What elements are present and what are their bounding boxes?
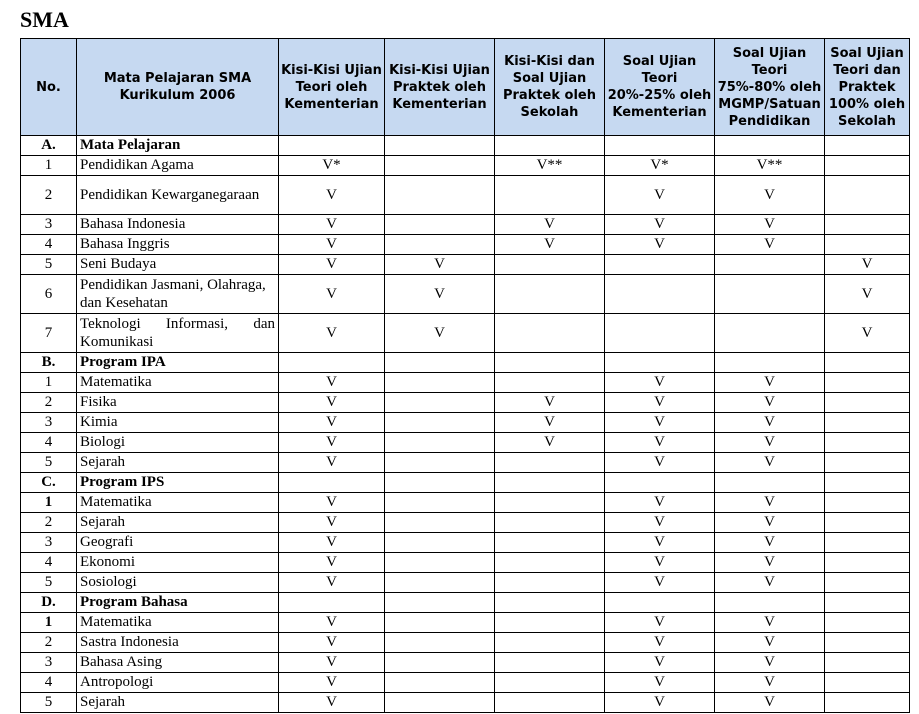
mark-kisi-teori-kementerian: V bbox=[279, 573, 385, 593]
mark-kisi-praktek-kementerian bbox=[385, 433, 495, 453]
mark-kisi-praktek-sekolah bbox=[495, 453, 605, 473]
curriculum-table bbox=[20, 38, 910, 713]
mark-kisi-praktek-kementerian bbox=[385, 413, 495, 433]
subject-name: Sosiologi bbox=[77, 573, 279, 593]
section-row bbox=[21, 353, 910, 373]
table-row bbox=[21, 393, 910, 413]
mark-kisi-praktek-sekolah bbox=[495, 255, 605, 275]
subject-name: Pendidikan Kewarganegaraan bbox=[77, 176, 279, 215]
section-letter: C. bbox=[21, 473, 77, 493]
table-row bbox=[21, 176, 910, 215]
row-number: 2 bbox=[21, 176, 77, 215]
subject-name: Geografi bbox=[77, 533, 279, 553]
mark-kisi-praktek-sekolah bbox=[495, 573, 605, 593]
section-row bbox=[21, 593, 910, 613]
empty-cell bbox=[825, 353, 910, 373]
row-number: 5 bbox=[21, 573, 77, 593]
mark-kisi-praktek-kementerian bbox=[385, 176, 495, 215]
mark-soal-teori-mgmp: V bbox=[715, 453, 825, 473]
mark-soal-teori-mgmp: V bbox=[715, 176, 825, 215]
mark-soal-sekolah bbox=[825, 573, 910, 593]
mark-kisi-praktek-kementerian bbox=[385, 235, 495, 255]
table-row bbox=[21, 613, 910, 633]
empty-cell bbox=[825, 593, 910, 613]
empty-cell bbox=[715, 473, 825, 493]
row-number: 3 bbox=[21, 413, 77, 433]
mark-kisi-praktek-sekolah bbox=[495, 553, 605, 573]
mark-soal-sekolah bbox=[825, 453, 910, 473]
subject-name: Bahasa Inggris bbox=[77, 235, 279, 255]
header-no: No. bbox=[21, 39, 77, 136]
mark-soal-teori-kementerian: V bbox=[605, 513, 715, 533]
mark-soal-sekolah bbox=[825, 176, 910, 215]
row-number: 4 bbox=[21, 673, 77, 693]
header-kisi-praktek-sekolah: Kisi-Kisi dan Soal Ujian Praktek oleh Sekolah bbox=[495, 39, 605, 136]
section-row bbox=[21, 473, 910, 493]
mark-soal-teori-kementerian: V bbox=[605, 493, 715, 513]
empty-cell bbox=[495, 353, 605, 373]
mark-kisi-teori-kementerian: V bbox=[279, 275, 385, 314]
row-number: 1 bbox=[21, 613, 77, 633]
row-number: 3 bbox=[21, 653, 77, 673]
mark-soal-teori-mgmp: V** bbox=[715, 156, 825, 176]
header-soal-teori-kementerian: Soal Ujian Teori 20%-25% oleh Kementerian bbox=[605, 39, 715, 136]
table-row bbox=[21, 533, 910, 553]
mark-soal-teori-kementerian: V bbox=[605, 453, 715, 473]
row-number: 5 bbox=[21, 453, 77, 473]
mark-soal-sekolah bbox=[825, 373, 910, 393]
subject-name: Bahasa Asing bbox=[77, 653, 279, 673]
mark-kisi-praktek-kementerian: V bbox=[385, 275, 495, 314]
mark-soal-teori-kementerian: V bbox=[605, 413, 715, 433]
header-soal-teori-mgmp: Soal Ujian Teori 75%-80% oleh MGMP/Satuan Pendidikan bbox=[715, 39, 825, 136]
mark-soal-teori-mgmp: V bbox=[715, 533, 825, 553]
table-row bbox=[21, 156, 910, 176]
subject-name: Matematika bbox=[77, 493, 279, 513]
mark-kisi-praktek-kementerian bbox=[385, 693, 495, 713]
subject-name: Sejarah bbox=[77, 453, 279, 473]
subject-name: Bahasa Indonesia bbox=[77, 215, 279, 235]
mark-kisi-praktek-sekolah bbox=[495, 673, 605, 693]
table-row bbox=[21, 215, 910, 235]
row-number: 2 bbox=[21, 633, 77, 653]
mark-soal-teori-mgmp: V bbox=[715, 693, 825, 713]
mark-kisi-praktek-kementerian bbox=[385, 533, 495, 553]
mark-soal-teori-mgmp: V bbox=[715, 653, 825, 673]
table-row bbox=[21, 235, 910, 255]
mark-kisi-teori-kementerian: V bbox=[279, 413, 385, 433]
section-title: Program Bahasa bbox=[77, 593, 279, 613]
mark-soal-sekolah: V bbox=[825, 275, 910, 314]
subject-name: Teknologi Informasi, dan Komunikasi bbox=[77, 314, 279, 353]
table-row bbox=[21, 633, 910, 653]
mark-soal-teori-mgmp: V bbox=[715, 393, 825, 413]
row-number: 2 bbox=[21, 513, 77, 533]
row-number: 7 bbox=[21, 314, 77, 353]
row-number: 3 bbox=[21, 533, 77, 553]
mark-soal-teori-kementerian: V bbox=[605, 533, 715, 553]
empty-cell bbox=[825, 473, 910, 493]
mark-kisi-praktek-sekolah bbox=[495, 314, 605, 353]
mark-kisi-praktek-sekolah bbox=[495, 613, 605, 633]
mark-kisi-teori-kementerian: V bbox=[279, 653, 385, 673]
mark-kisi-praktek-kementerian bbox=[385, 215, 495, 235]
mark-kisi-praktek-kementerian bbox=[385, 513, 495, 533]
table-row bbox=[21, 693, 910, 713]
empty-cell bbox=[279, 136, 385, 156]
mark-kisi-teori-kementerian: V bbox=[279, 433, 385, 453]
mark-kisi-praktek-sekolah bbox=[495, 653, 605, 673]
mark-kisi-teori-kementerian: V bbox=[279, 373, 385, 393]
section-title: Program IPA bbox=[77, 353, 279, 373]
row-number: 2 bbox=[21, 393, 77, 413]
mark-soal-sekolah bbox=[825, 413, 910, 433]
mark-kisi-praktek-kementerian bbox=[385, 393, 495, 413]
document bbox=[20, 6, 910, 713]
mark-kisi-praktek-sekolah: V bbox=[495, 215, 605, 235]
mark-soal-teori-mgmp: V bbox=[715, 613, 825, 633]
empty-cell bbox=[279, 353, 385, 373]
mark-soal-teori-kementerian: V bbox=[605, 693, 715, 713]
mark-kisi-teori-kementerian: V bbox=[279, 553, 385, 573]
mark-kisi-teori-kementerian: V bbox=[279, 314, 385, 353]
subject-name: Biologi bbox=[77, 433, 279, 453]
row-number: 1 bbox=[21, 493, 77, 513]
section-title: Mata Pelajaran bbox=[77, 136, 279, 156]
empty-cell bbox=[715, 353, 825, 373]
mark-soal-teori-kementerian: V* bbox=[605, 156, 715, 176]
table-row bbox=[21, 433, 910, 453]
row-number: 5 bbox=[21, 255, 77, 275]
mark-kisi-praktek-kementerian bbox=[385, 573, 495, 593]
empty-cell bbox=[385, 353, 495, 373]
mark-soal-sekolah bbox=[825, 673, 910, 693]
mark-kisi-teori-kementerian: V bbox=[279, 533, 385, 553]
mark-soal-teori-kementerian: V bbox=[605, 613, 715, 633]
empty-cell bbox=[605, 136, 715, 156]
row-number: 4 bbox=[21, 433, 77, 453]
table-row bbox=[21, 255, 910, 275]
subject-name: Matematika bbox=[77, 373, 279, 393]
mark-kisi-teori-kementerian: V bbox=[279, 176, 385, 215]
row-number: 4 bbox=[21, 235, 77, 255]
table-row bbox=[21, 373, 910, 393]
mark-kisi-praktek-sekolah bbox=[495, 275, 605, 314]
mark-kisi-praktek-kementerian: V bbox=[385, 314, 495, 353]
mark-soal-teori-mgmp: V bbox=[715, 413, 825, 433]
mark-kisi-teori-kementerian: V bbox=[279, 493, 385, 513]
row-number: 6 bbox=[21, 275, 77, 314]
mark-soal-teori-kementerian: V bbox=[605, 215, 715, 235]
mark-kisi-praktek-kementerian bbox=[385, 553, 495, 573]
table-row bbox=[21, 453, 910, 473]
mark-kisi-teori-kementerian: V bbox=[279, 673, 385, 693]
mark-soal-teori-kementerian bbox=[605, 275, 715, 314]
page-title: SMA bbox=[20, 7, 69, 32]
mark-soal-sekolah: V bbox=[825, 255, 910, 275]
subject-name: Pendidikan Jasmani, Olahraga, dan Kesehatan bbox=[77, 275, 279, 314]
subject-name: Pendidikan Agama bbox=[77, 156, 279, 176]
mark-kisi-praktek-sekolah: V bbox=[495, 413, 605, 433]
empty-cell bbox=[605, 473, 715, 493]
mark-kisi-praktek-sekolah bbox=[495, 513, 605, 533]
row-number: 4 bbox=[21, 553, 77, 573]
mark-kisi-praktek-sekolah: V** bbox=[495, 156, 605, 176]
subject-name: Matematika bbox=[77, 613, 279, 633]
mark-kisi-teori-kementerian: V bbox=[279, 453, 385, 473]
row-number: 5 bbox=[21, 693, 77, 713]
empty-cell bbox=[715, 593, 825, 613]
mark-kisi-praktek-kementerian bbox=[385, 373, 495, 393]
table-row bbox=[21, 573, 910, 593]
section-letter: D. bbox=[21, 593, 77, 613]
mark-kisi-teori-kementerian: V* bbox=[279, 156, 385, 176]
subject-name: Kimia bbox=[77, 413, 279, 433]
mark-soal-sekolah bbox=[825, 693, 910, 713]
mark-soal-teori-mgmp: V bbox=[715, 433, 825, 453]
mark-kisi-teori-kementerian: V bbox=[279, 255, 385, 275]
empty-cell bbox=[605, 593, 715, 613]
mark-kisi-praktek-kementerian bbox=[385, 493, 495, 513]
mark-soal-sekolah bbox=[825, 215, 910, 235]
mark-soal-sekolah: V bbox=[825, 314, 910, 353]
table-row bbox=[21, 653, 910, 673]
mark-soal-teori-mgmp: V bbox=[715, 633, 825, 653]
mark-kisi-teori-kementerian: V bbox=[279, 235, 385, 255]
mark-soal-sekolah bbox=[825, 235, 910, 255]
mark-kisi-teori-kementerian: V bbox=[279, 633, 385, 653]
subject-name: Sejarah bbox=[77, 513, 279, 533]
section-letter: A. bbox=[21, 136, 77, 156]
header-kisi-praktek-kementerian: Kisi-Kisi Ujian Praktek oleh Kementerian bbox=[385, 39, 495, 136]
mark-soal-sekolah bbox=[825, 653, 910, 673]
mark-kisi-praktek-kementerian bbox=[385, 613, 495, 633]
mark-soal-sekolah bbox=[825, 513, 910, 533]
mark-soal-teori-mgmp: V bbox=[715, 513, 825, 533]
mark-kisi-praktek-sekolah: V bbox=[495, 235, 605, 255]
mark-soal-teori-mgmp: V bbox=[715, 215, 825, 235]
mark-soal-teori-mgmp bbox=[715, 275, 825, 314]
mark-soal-teori-mgmp bbox=[715, 314, 825, 353]
mark-kisi-praktek-kementerian bbox=[385, 453, 495, 473]
table-row bbox=[21, 673, 910, 693]
mark-kisi-praktek-kementerian bbox=[385, 633, 495, 653]
mark-kisi-praktek-kementerian bbox=[385, 653, 495, 673]
empty-cell bbox=[715, 136, 825, 156]
mark-kisi-praktek-sekolah bbox=[495, 373, 605, 393]
mark-soal-sekolah bbox=[825, 433, 910, 453]
mark-soal-teori-mgmp: V bbox=[715, 573, 825, 593]
mark-soal-teori-mgmp: V bbox=[715, 235, 825, 255]
mark-soal-sekolah bbox=[825, 393, 910, 413]
mark-soal-teori-mgmp: V bbox=[715, 673, 825, 693]
empty-cell bbox=[495, 473, 605, 493]
table-header-row bbox=[21, 39, 910, 136]
mark-soal-teori-kementerian bbox=[605, 255, 715, 275]
mark-soal-sekolah bbox=[825, 633, 910, 653]
section-row bbox=[21, 136, 910, 156]
mark-soal-teori-mgmp: V bbox=[715, 493, 825, 513]
mark-kisi-praktek-sekolah: V bbox=[495, 433, 605, 453]
empty-cell bbox=[825, 136, 910, 156]
header-soal-sekolah: Soal Ujian Teori dan Praktek 100% oleh Sekolah bbox=[825, 39, 910, 136]
mark-soal-teori-mgmp: V bbox=[715, 553, 825, 573]
mark-soal-sekolah bbox=[825, 493, 910, 513]
mark-kisi-praktek-sekolah bbox=[495, 493, 605, 513]
mark-soal-teori-kementerian: V bbox=[605, 433, 715, 453]
subject-name: Seni Budaya bbox=[77, 255, 279, 275]
empty-cell bbox=[385, 473, 495, 493]
table-row bbox=[21, 413, 910, 433]
table-body bbox=[21, 136, 910, 713]
subject-name: Sastra Indonesia bbox=[77, 633, 279, 653]
header-subject: Mata Pelajaran SMA Kurikulum 2006 bbox=[77, 39, 279, 136]
subject-name: Fisika bbox=[77, 393, 279, 413]
header-kisi-teori-kementerian: Kisi-Kisi Ujian Teori oleh Kementerian bbox=[279, 39, 385, 136]
mark-soal-teori-mgmp: V bbox=[715, 373, 825, 393]
mark-soal-teori-kementerian: V bbox=[605, 393, 715, 413]
row-number: 3 bbox=[21, 215, 77, 235]
mark-kisi-teori-kementerian: V bbox=[279, 693, 385, 713]
subject-name: Antropologi bbox=[77, 673, 279, 693]
empty-cell bbox=[385, 593, 495, 613]
mark-soal-teori-kementerian bbox=[605, 314, 715, 353]
mark-soal-teori-kementerian: V bbox=[605, 235, 715, 255]
mark-soal-sekolah bbox=[825, 533, 910, 553]
mark-kisi-teori-kementerian: V bbox=[279, 513, 385, 533]
mark-soal-teori-kementerian: V bbox=[605, 553, 715, 573]
mark-kisi-praktek-sekolah bbox=[495, 176, 605, 215]
table-row bbox=[21, 275, 910, 314]
mark-kisi-praktek-sekolah: V bbox=[495, 393, 605, 413]
mark-kisi-praktek-sekolah bbox=[495, 693, 605, 713]
section-letter: B. bbox=[21, 353, 77, 373]
row-number: 1 bbox=[21, 156, 77, 176]
empty-cell bbox=[385, 136, 495, 156]
empty-cell bbox=[495, 593, 605, 613]
section-title: Program IPS bbox=[77, 473, 279, 493]
subject-name: Sejarah bbox=[77, 693, 279, 713]
empty-cell bbox=[279, 593, 385, 613]
empty-cell bbox=[495, 136, 605, 156]
mark-soal-sekolah bbox=[825, 613, 910, 633]
mark-soal-teori-kementerian: V bbox=[605, 653, 715, 673]
mark-soal-teori-mgmp bbox=[715, 255, 825, 275]
table-row bbox=[21, 493, 910, 513]
mark-soal-teori-kementerian: V bbox=[605, 176, 715, 215]
row-number: 1 bbox=[21, 373, 77, 393]
mark-kisi-teori-kementerian: V bbox=[279, 215, 385, 235]
empty-cell bbox=[279, 473, 385, 493]
mark-kisi-praktek-kementerian bbox=[385, 673, 495, 693]
table-row bbox=[21, 513, 910, 533]
mark-kisi-teori-kementerian: V bbox=[279, 613, 385, 633]
mark-soal-sekolah bbox=[825, 156, 910, 176]
table-row bbox=[21, 314, 910, 353]
table-row bbox=[21, 553, 910, 573]
mark-soal-teori-kementerian: V bbox=[605, 633, 715, 653]
mark-kisi-praktek-sekolah bbox=[495, 633, 605, 653]
empty-cell bbox=[605, 353, 715, 373]
subject-name: Ekonomi bbox=[77, 553, 279, 573]
mark-soal-teori-kementerian: V bbox=[605, 673, 715, 693]
mark-soal-teori-kementerian: V bbox=[605, 373, 715, 393]
mark-kisi-praktek-sekolah bbox=[495, 533, 605, 553]
mark-soal-sekolah bbox=[825, 553, 910, 573]
mark-kisi-teori-kementerian: V bbox=[279, 393, 385, 413]
mark-kisi-praktek-kementerian bbox=[385, 156, 495, 176]
mark-soal-teori-kementerian: V bbox=[605, 573, 715, 593]
mark-kisi-praktek-kementerian: V bbox=[385, 255, 495, 275]
